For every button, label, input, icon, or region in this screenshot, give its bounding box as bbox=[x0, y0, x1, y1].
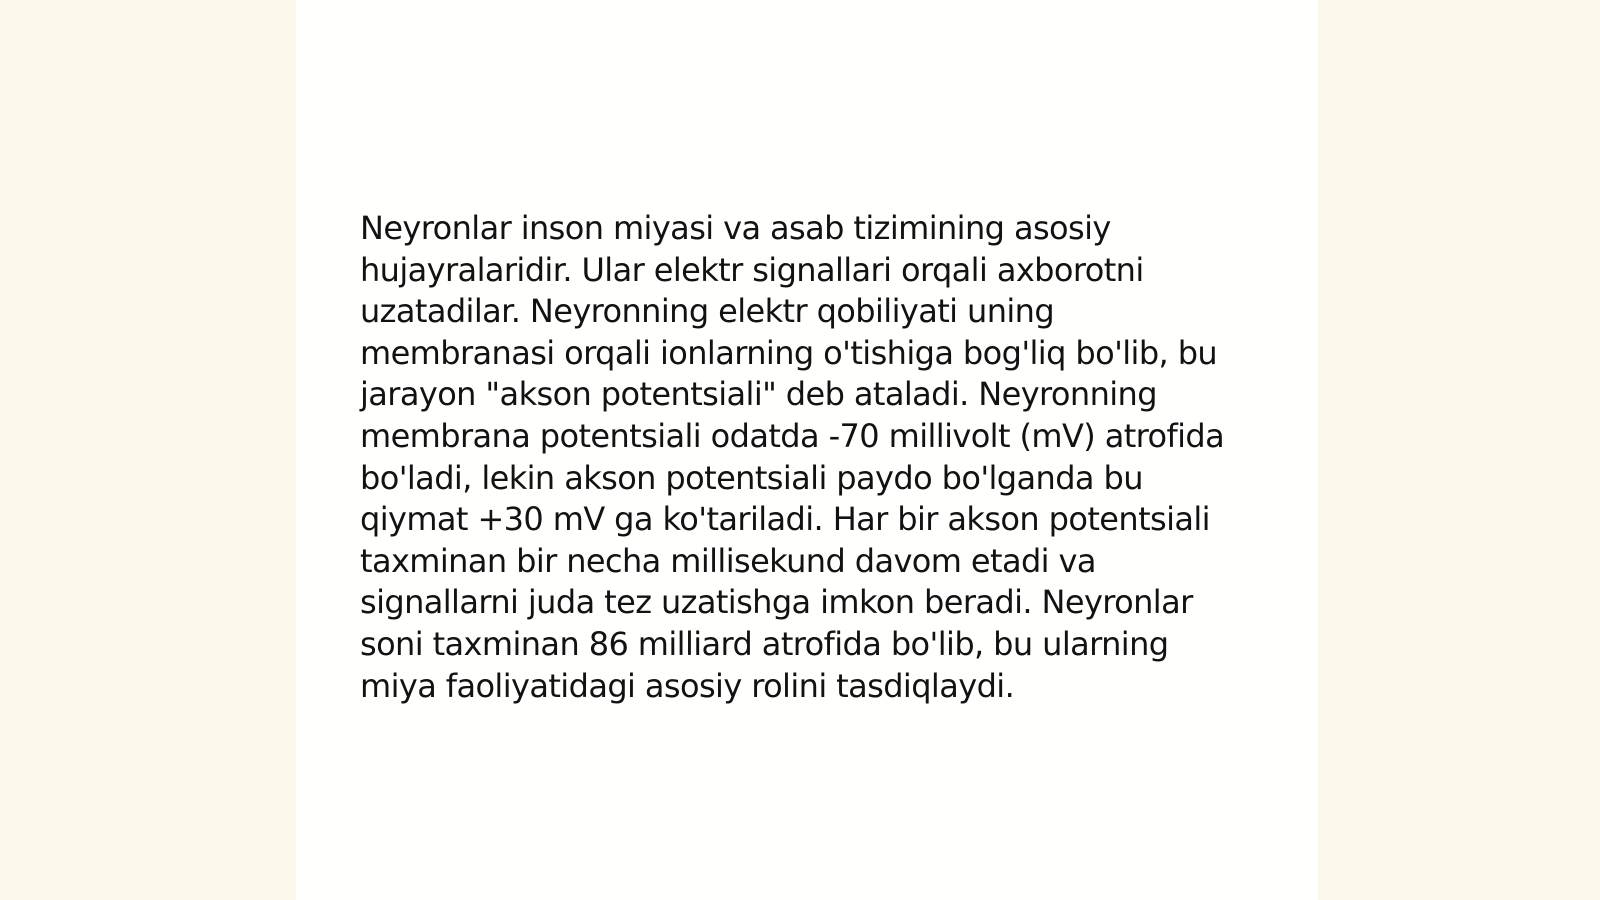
body-paragraph: Neyronlar inson miyasi va asab tizimining asosiy hujayralaridir. Ular elektr signallari orqali axborotni uzatadilar. Neyronning elektr qobiliyati uning membranasi orqali ionlarning o'tishiga bog'liq bo'lib, bu jarayon "akson potentsiali" deb ataladi. Neyronning membrana potentsiali odatda -70 millivolt (mV) atrofida bo'ladi, lekin akson potentsiali paydo bo'lganda bu qiymat +30 mV ga ko'tariladi. Har bir akson potentsiali taxminan bir necha millisekund davom etadi va signallarni juda tez uzatishga imkon beradi. Neyronlar soni taxminan 86 milliard atrofida bo'lib, bu ularning miya faoliyatidagi asosiy rolini tasdiqlaydi. bbox=[360, 209, 1225, 705]
document-page bbox=[296, 0, 1318, 900]
